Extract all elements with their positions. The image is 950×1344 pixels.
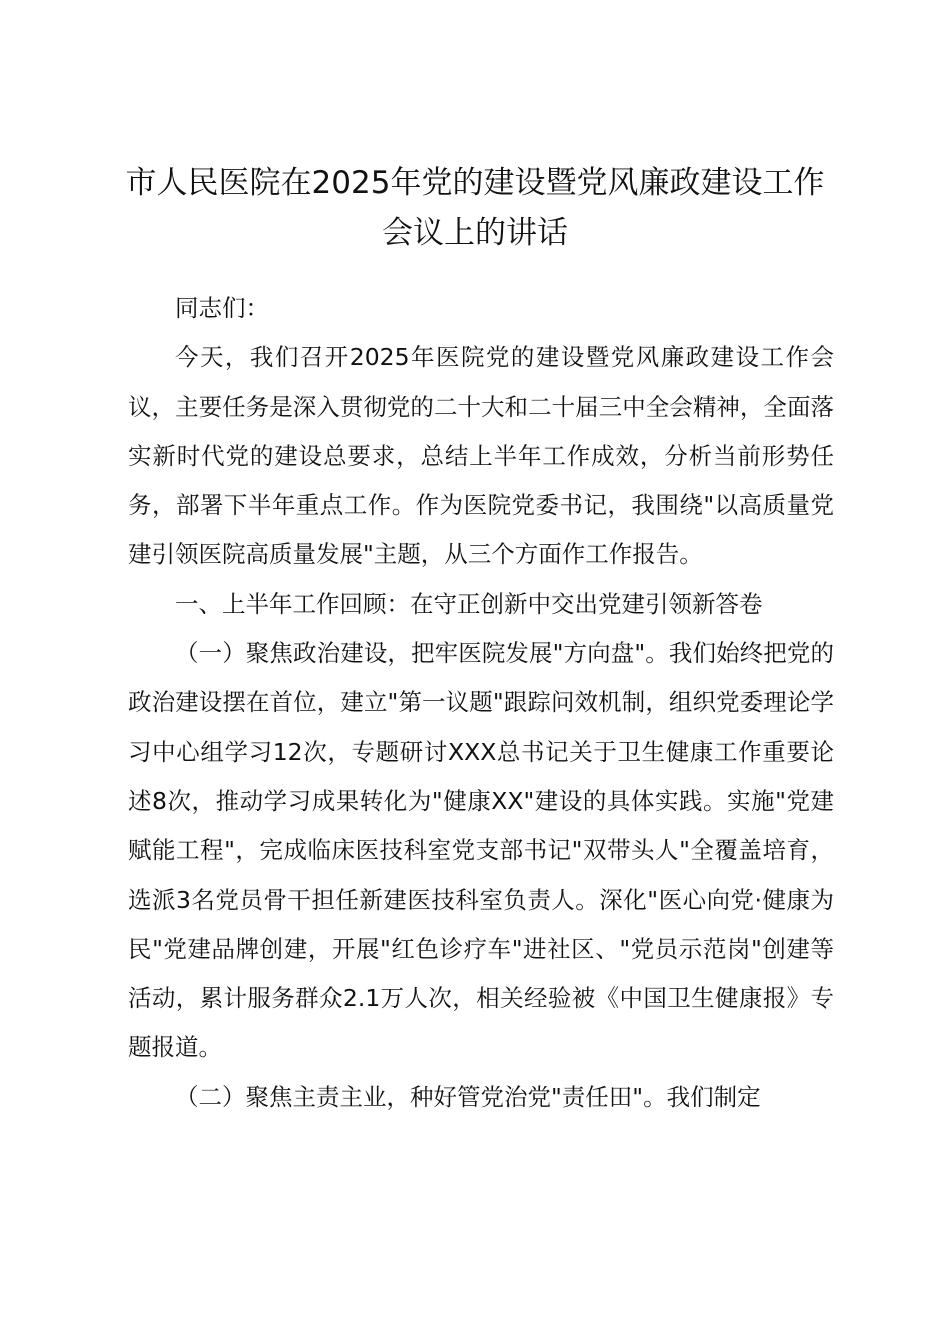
paragraph-intro: 今天，我们召开2025年医院党的建设暨党风廉政建设工作会议，主要任务是深入贯彻党的二十大和二十届三中全会精神，全面落实新时代党的建设总要求，总结上半年工作成效，分析当前形势任务，部署下半年重点工作。作为医院党委书记，我围绕"以高质量党建引领医院高质量发展"主题，从三个方面作工作报告。 bbox=[128, 343, 834, 569]
paragraph-main-responsibility: （二）聚焦主责主业，种好管党治党"责任田"。我们制定 bbox=[175, 1082, 761, 1111]
document-body bbox=[128, 284, 834, 1122]
section-heading-1: 一、上半年工作回顾：在守正创新中交出党建引领新答卷 bbox=[175, 589, 763, 618]
salutation: 同志们： bbox=[175, 294, 269, 322]
paragraph-political-building: （一）聚焦政治建设，把牢医院发展"方向盘"。我们始终把党的政治建设摆在首位，建立"第一议题"跟踪问效机制，组织党委理论学习中心组学习12次，专题研讨XXX总书记关于卫生健康工作重要论述8次，推动学习成果转化为"健康XX"建设的具体实践。实施"党建赋能工程"，完成临床医技科室党支部书记"双带头人"全覆盖培育，选派3名党员骨干担任新建医技科室负责人。深化"医心向党·健康为民"党建品牌创建，开展"红色诊疗车"进社区、"党员示范岗"创建等活动，累计服务群众2.1万人次，相关经验被《中国卫生健康报》专题报道。 bbox=[128, 639, 834, 1062]
document-title: 市人民医院在2025年党的建设暨党风廉政建设工作会议上的讲话 bbox=[125, 165, 825, 251]
